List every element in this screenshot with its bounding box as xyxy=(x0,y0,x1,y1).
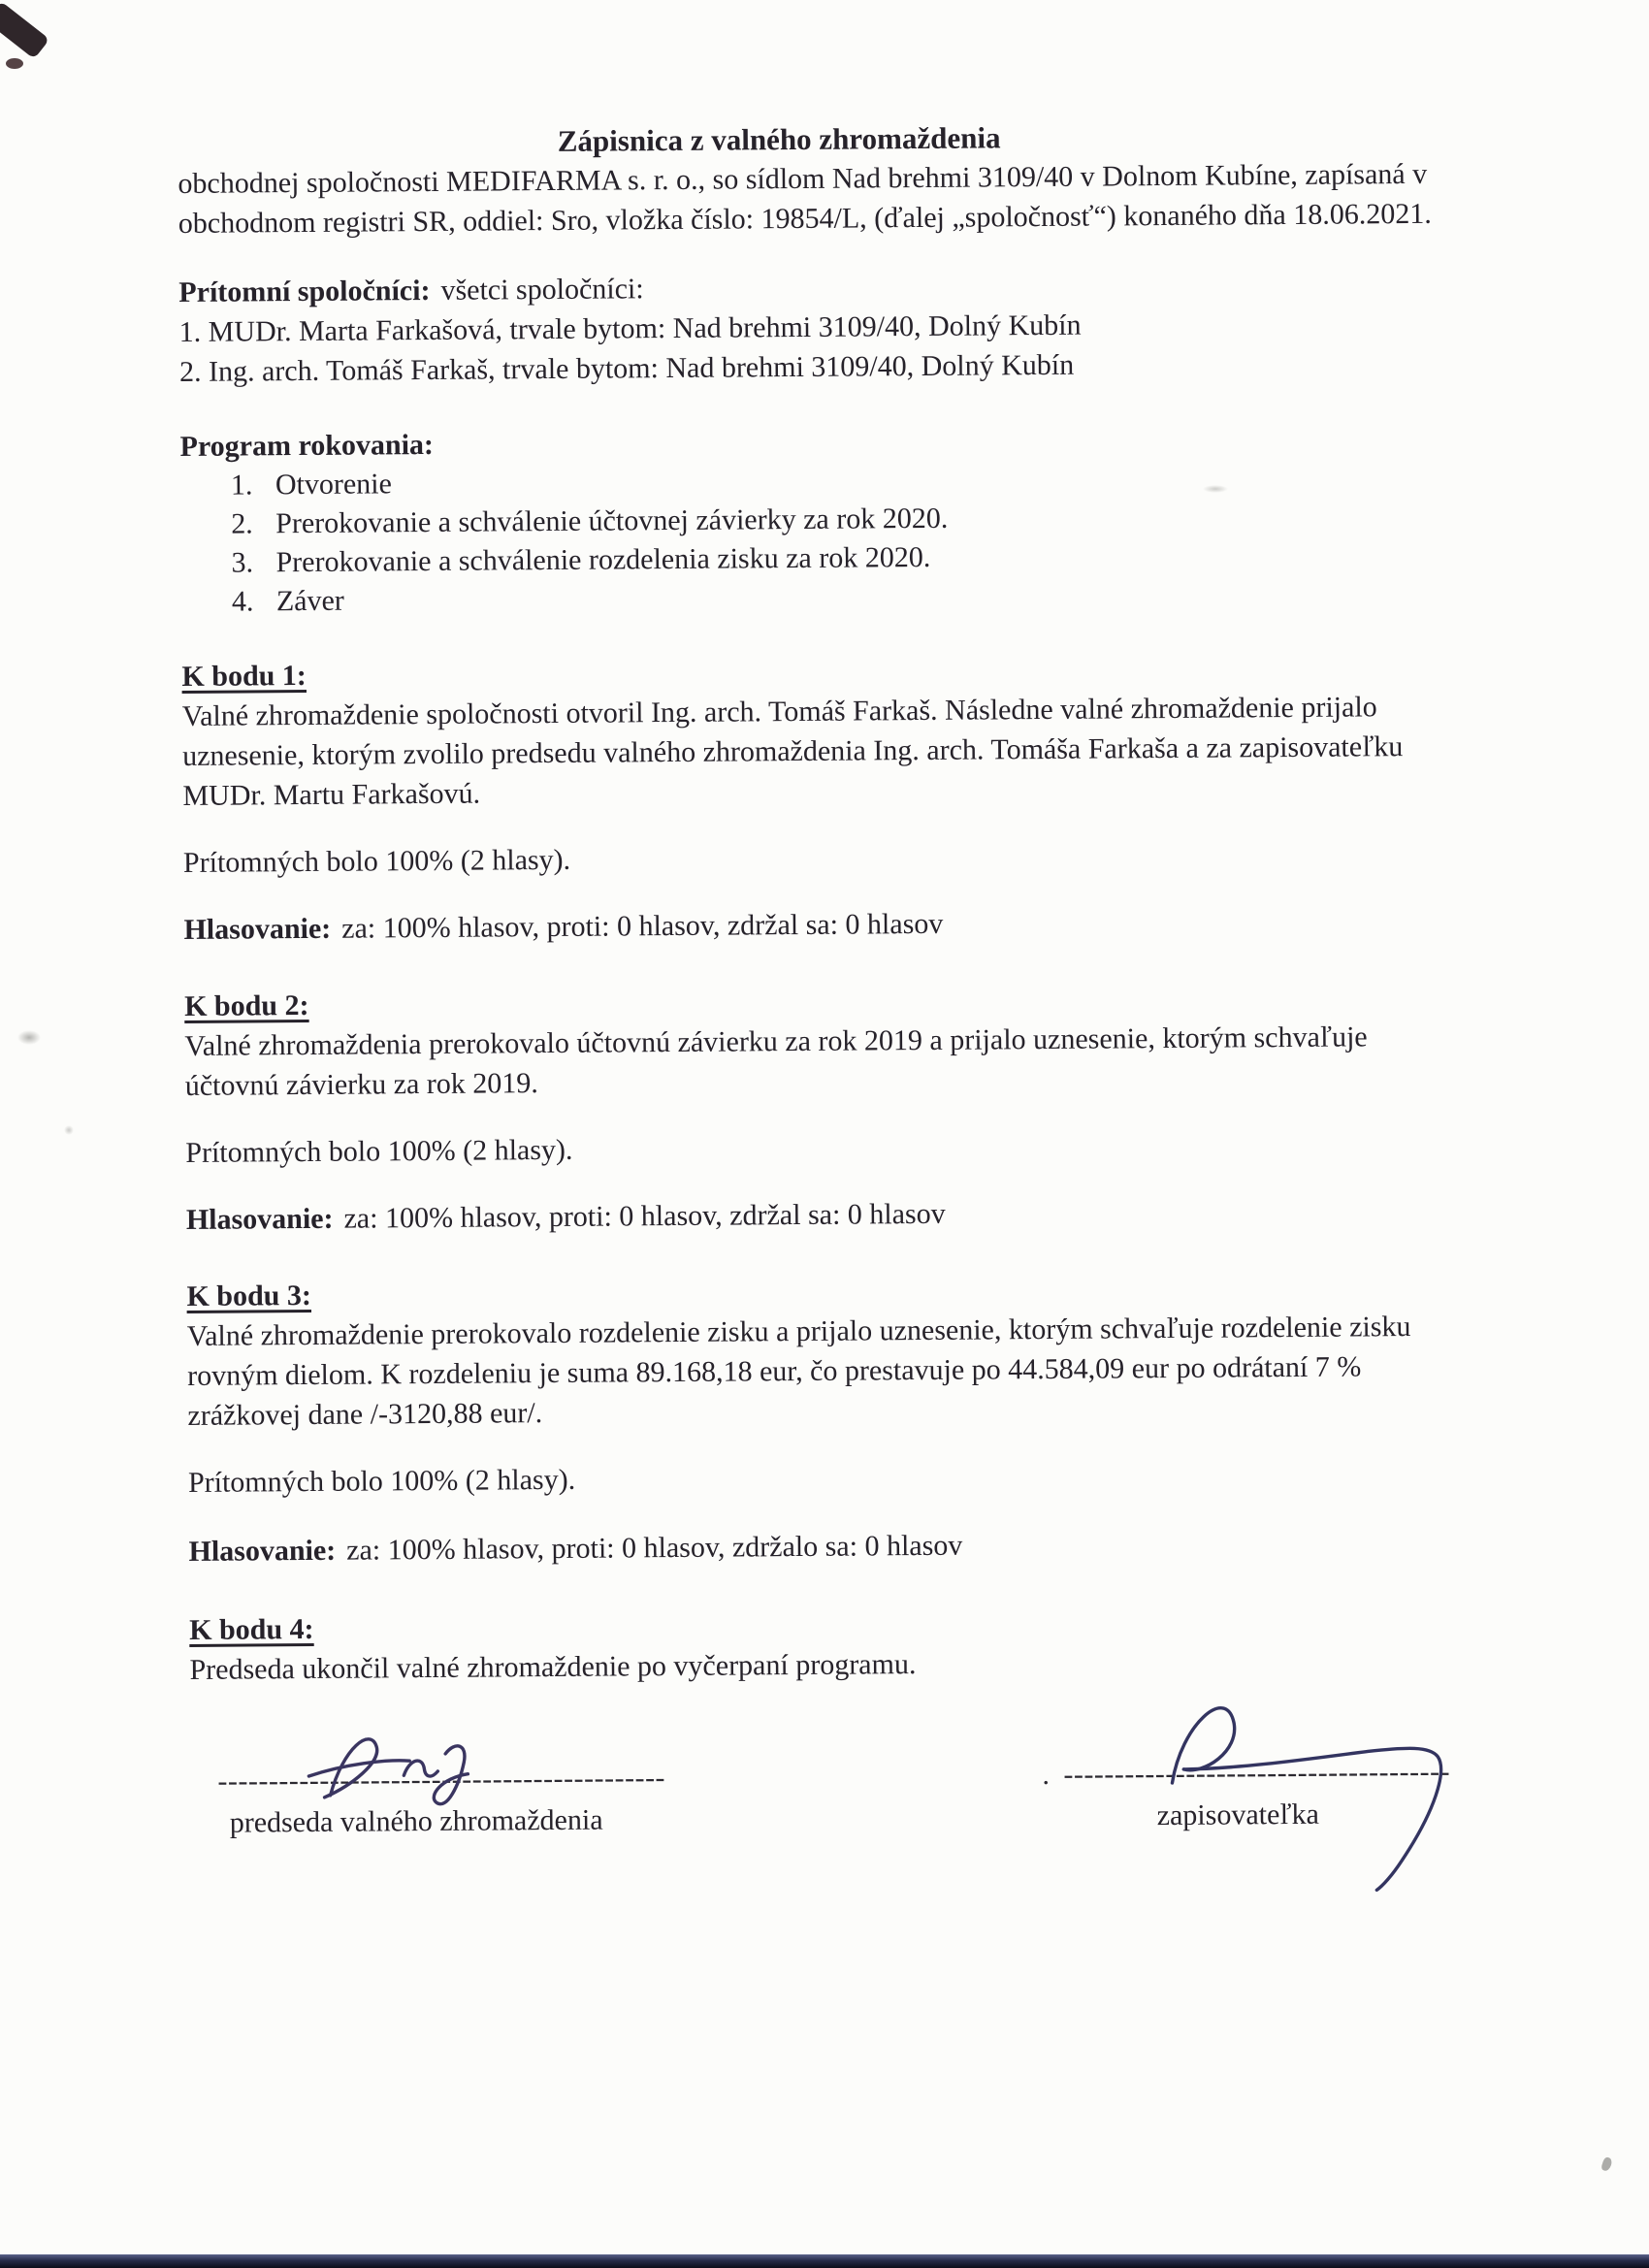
attendee-line: 2. Ing. arch. Tomáš Farkaš, trvale bytom: Nad brehmi 3109/40, Dolný Kubín xyxy=(178,348,1075,388)
intro-paragraph: obchodnej spoločnosti MEDIFARMA s. r. o., so sídlom Nad brehmi 3109/40 v Dolnom Kubíne, zapísaná v obchodnom registri SR, oddiel: Sro, vložka číslo: 19854/L, (ďalej „spoločnosť“) konaného dňa 18.06.2021. xyxy=(178,157,1432,240)
agenda-item-number: 2. xyxy=(231,507,253,540)
voting-label: Hlasovanie: xyxy=(185,1202,334,1236)
signature-label-chairman: predseda valného zhromaždenia xyxy=(229,1803,603,1839)
section-3-presence: Prítomných bolo 100% (2 hlasy). xyxy=(187,1463,576,1499)
agenda-item-label: Prerokovanie a schválenie rozdelenia zisku za rok 2020. xyxy=(275,540,931,579)
section-4-body: Predseda ukončil valné zhromaždenie po vyčerpaní programu. xyxy=(189,1648,917,1686)
section-2-presence: Prítomných bolo 100% (2 hlasy). xyxy=(185,1133,573,1169)
signature-dashes: -------------------------------------- xyxy=(1063,1755,1451,1791)
scan-artifact-corner-bar xyxy=(0,1,49,59)
scan-artifact-smudge xyxy=(17,1030,41,1045)
agenda-item-number: 1. xyxy=(230,469,253,502)
voting-result: za: 100% hlasov, proti: 0 hlasov, zdržal sa: 0 hlasov xyxy=(341,907,944,945)
agenda-item-number: 3. xyxy=(231,546,254,579)
agenda-item-label: Prerokovanie a schválenie účtovnej závierky za rok 2020. xyxy=(275,502,949,540)
section-3-voting xyxy=(188,1521,1483,1571)
scan-artifact-smudge xyxy=(64,1125,74,1135)
signature-label-recorder: zapisovateľka xyxy=(1156,1798,1319,1832)
document-title: Zápisnica z valného zhromaždenia xyxy=(557,120,1001,158)
scan-artifact-corner-blob xyxy=(6,58,23,69)
attendees-heading-label: Prítomní spoločníci: xyxy=(178,274,431,308)
section-1-voting xyxy=(183,899,1478,949)
section-2-body: Valné zhromaždenia prerokovalo účtovnú závierku za rok 2019 a prijalo uznesenie, ktorým schvaľuje účtovnú závierku za rok 2019. xyxy=(184,1021,1368,1102)
scan-artifact-bottom-strip xyxy=(0,2254,1649,2268)
attendee-line: 1. MUDr. Marta Farkašová, trvale bytom: Nad brehmi 3109/40, Dolný Kubín xyxy=(178,308,1082,348)
agenda-item-number: 4. xyxy=(231,585,254,618)
voting-label: Hlasovanie: xyxy=(183,912,332,946)
section-2-heading: K bodu 2: xyxy=(184,988,309,1022)
signature-block-chairman xyxy=(217,1762,665,1843)
signature-area xyxy=(190,1755,1487,2007)
section-3-body: Valné zhromaždenie prerokovalo rozdelenie zisku a prijalo uznesenie, ktorým schvaľuje rozdelenie zisku rovným dielom. K rozdeleniu je suma 89.168,18 eur, čo prestavuje po 44.584,09 eur po odrátaní 7 % zrážkovej dane /-3120,88 eur/. xyxy=(186,1311,1411,1432)
section-2-voting xyxy=(186,1189,1481,1239)
voting-label: Hlasovanie: xyxy=(188,1534,337,1568)
voting-result: za: 100% hlasov, proti: 0 hlasov, zdržal sa: 0 hlasov xyxy=(343,1197,946,1235)
section-1-presence: Prítomných bolo 100% (2 hlasy). xyxy=(182,843,571,879)
signature-line-right xyxy=(1042,1756,1450,1792)
agenda-list xyxy=(180,457,1476,622)
section-3-heading: K bodu 3: xyxy=(186,1279,312,1312)
document-content xyxy=(178,114,1487,2008)
signature-block-recorder xyxy=(1042,1756,1450,1836)
scan-artifact-smudge xyxy=(1600,2156,1613,2172)
stray-dot: . xyxy=(1042,1758,1051,1792)
section-1-body: Valné zhromaždenie spoločnosti otvoril Ing. arch. Tomáš Farkaš. Následne valné zhromaždenie prijalo uznesenie, ktorým zvolilo predsedu valného zhromaždenia Ing. arch. Tomáša Farkaša a za zapisovateľku MUDr. Martu Farkašovú. xyxy=(181,691,1404,812)
section-1-heading: K bodu 1: xyxy=(181,659,307,693)
voting-result: za: 100% hlasov, proti: 0 hlasov, zdržalo sa: 0 hlasov xyxy=(346,1529,963,1567)
agenda-item-label: Otvorenie xyxy=(275,468,393,502)
agenda-heading: Program rokovania: xyxy=(179,428,435,463)
agenda-item-label: Záver xyxy=(275,584,344,618)
signature-line-left: -------------------------------------------- xyxy=(217,1762,666,1798)
attendees-heading-rest: všetci spoločníci: xyxy=(440,273,644,307)
section-4-heading: K bodu 4: xyxy=(189,1612,314,1646)
